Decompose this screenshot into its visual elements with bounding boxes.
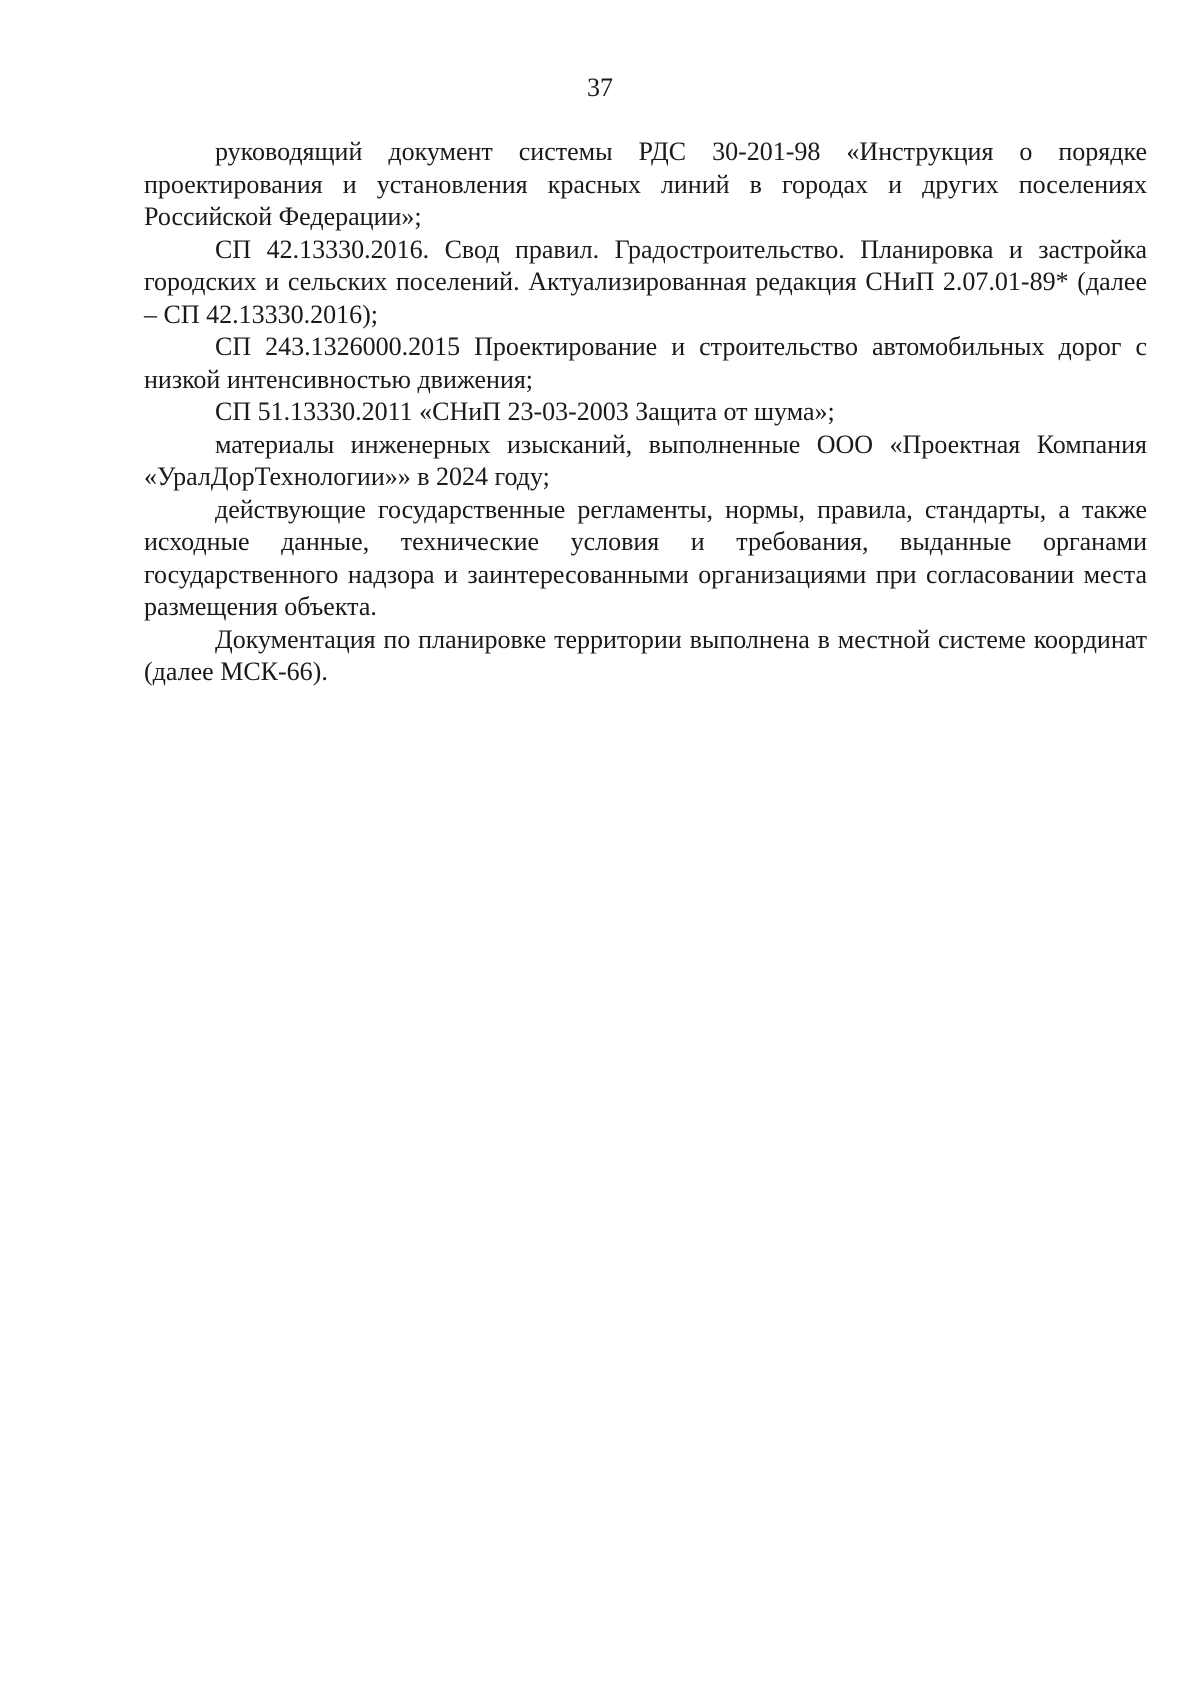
paragraph-sp-42-13330-2016: СП 42.13330.2016. Свод правил. Градостроительство. Планировка и застройка городских и сельских поселений. Актуализированная редакция СНиП 2.07.01-89* (далее – СП 42.13330.2016);: [144, 234, 1147, 329]
paragraph-engineering-surveys: материалы инженерных изысканий, выполненные ООО «Проектная Компания «УралДорТехнологии»» в 2024 году;: [144, 429, 1147, 491]
paragraph-rds-30-201-98: руководящий документ системы РДС 30-201-98 «Инструкция о порядке проектирования и установления красных линий в городах и других поселениях Российской Федерации»;: [144, 137, 1147, 231]
paragraph-coordinate-system: Документация по планировке территории выполнена в местной системе координат (далее МСК-66).: [144, 624, 1147, 686]
page-number: 37: [587, 73, 613, 102]
paragraph-sp-243-1326000-2015: СП 243.1326000.2015 Проектирование и строительство автомобильных дорог с низкой интенсивностью движения;: [144, 332, 1147, 394]
document-body: [144, 136, 1147, 689]
paragraph-regulations: действующие государственные регламенты, нормы, правила, стандарты, а также исходные данные, технические условия и требования, выданные органами государственного надзора и заинтересованными организациями при согласовании места размещения объекта.: [144, 494, 1147, 621]
paragraph-sp-51-13330-2011: СП 51.13330.2011 «СНиП 23-03-2003 Защита от шума»;: [215, 397, 835, 426]
